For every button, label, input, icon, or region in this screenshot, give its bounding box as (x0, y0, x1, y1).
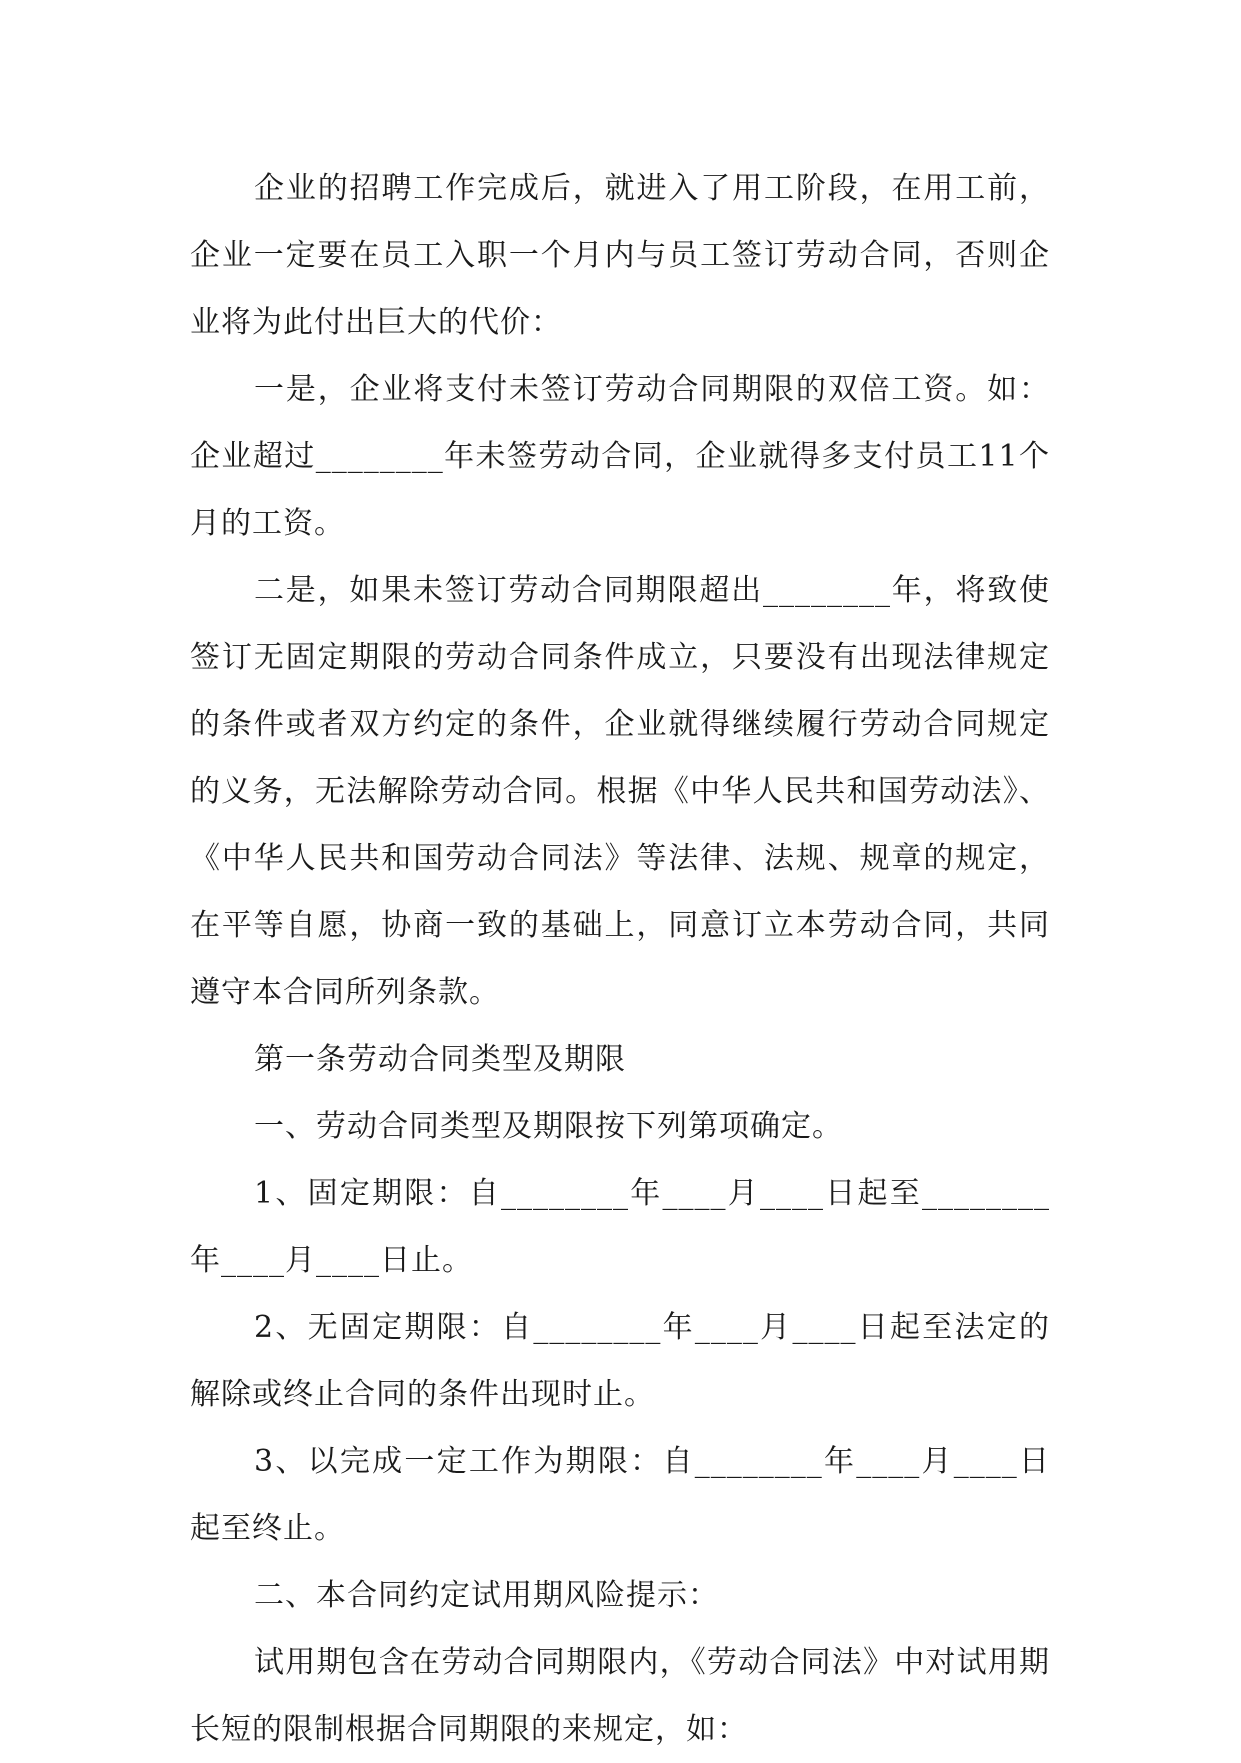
section-one-heading: 一、劳动合同类型及期限按下列第项确定。 (254, 1109, 843, 1144)
clause-open-term: 2、无固定期限：自________年____月____日起至法定的解除或终止合同的条件出现时止。 (190, 1310, 1050, 1412)
clause-fixed-term: 1、固定期限：自________年____月____日起至________年____月____日止。 (190, 1176, 1050, 1278)
paragraph-point-one: 一是，企业将支付未签订劳动合同期限的双倍工资。如：企业超过________年未签劳动合同，企业就得多支付员工11个月的工资。 (190, 372, 1050, 541)
paragraph-probation: 试用期包含在劳动合同期限内，《劳动合同法》中对试用期长短的限制根据合同期限的来规定，如： (190, 1645, 1050, 1747)
paragraph-point-two: 二是，如果未签订劳动合同期限超出________年，将致使签订无固定期限的劳动合同条件成立，只要没有出现法律规定的条件或者双方约定的条件，企业就得继续履行劳动合同规定的义务，无法解除劳动合同。根据《中华人民共和国劳动法》、《中华人民共和国劳动合同法》等法律、法规、规章的规定，在平等自愿，协商一致的基础上，同意订立本劳动合同，共同遵守本合同所列条款。 (190, 573, 1050, 1010)
document-body (190, 155, 1050, 1763)
paragraph-intro: 企业的招聘工作完成后，就进入了用工阶段，在用工前，企业一定要在员工入职一个月内与员工签订劳动合同，否则企业将为此付出巨大的代价： (190, 171, 1050, 340)
article-one-heading: 第一条劳动合同类型及期限 (254, 1042, 626, 1077)
clause-task-term: 3、以完成一定工作为期限：自________年____月____日起至终止。 (190, 1444, 1050, 1546)
section-two-heading: 二、本合同约定试用期风险提示： (254, 1578, 719, 1613)
